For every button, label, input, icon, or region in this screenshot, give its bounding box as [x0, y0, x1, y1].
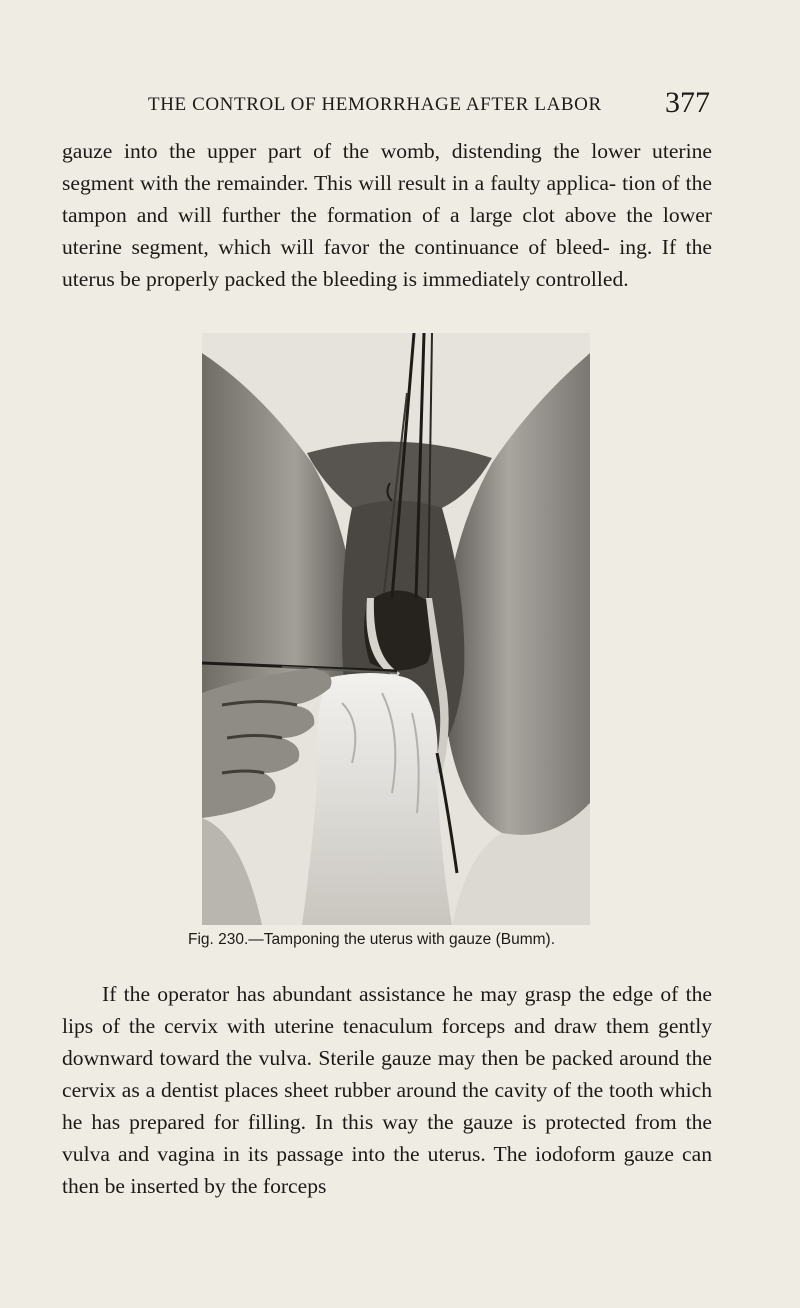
running-head: THE CONTROL OF HEMORRHAGE AFTER LABOR	[148, 94, 602, 115]
figure-caption: Fig. 230.—Tamponing the uterus with gauze (Bumm).	[188, 931, 556, 948]
figure-illustration	[202, 333, 590, 925]
page-header	[62, 88, 710, 124]
page-number: 377	[665, 86, 710, 119]
engraving-illustration	[202, 333, 590, 925]
body-paragraph-1: gauze into the upper part of the womb, distending the lower uterine segment with the remainder. This will result in a faulty applica- tion of the tampon and will further the formation of a large clot above the lower uterine segment, which will favor the continuance of bleed- ing. If the uterus be properly packed the bleeding is immediately controlled.	[62, 139, 712, 291]
body-paragraph-2: If the operator has abundant assistance he may grasp the edge of the lips of the cervix with uterine tenaculum forceps and draw them gently downward toward the vulva. Sterile gauze may then be packed around the cervix as a dentist places sheet rubber around the cavity of the tooth which he has prepared for filling. In this way the gauze is protected from the vulva and vagina in its passage into the uterus. The iodoform gauze can then be inserted by the forceps	[62, 982, 712, 1198]
